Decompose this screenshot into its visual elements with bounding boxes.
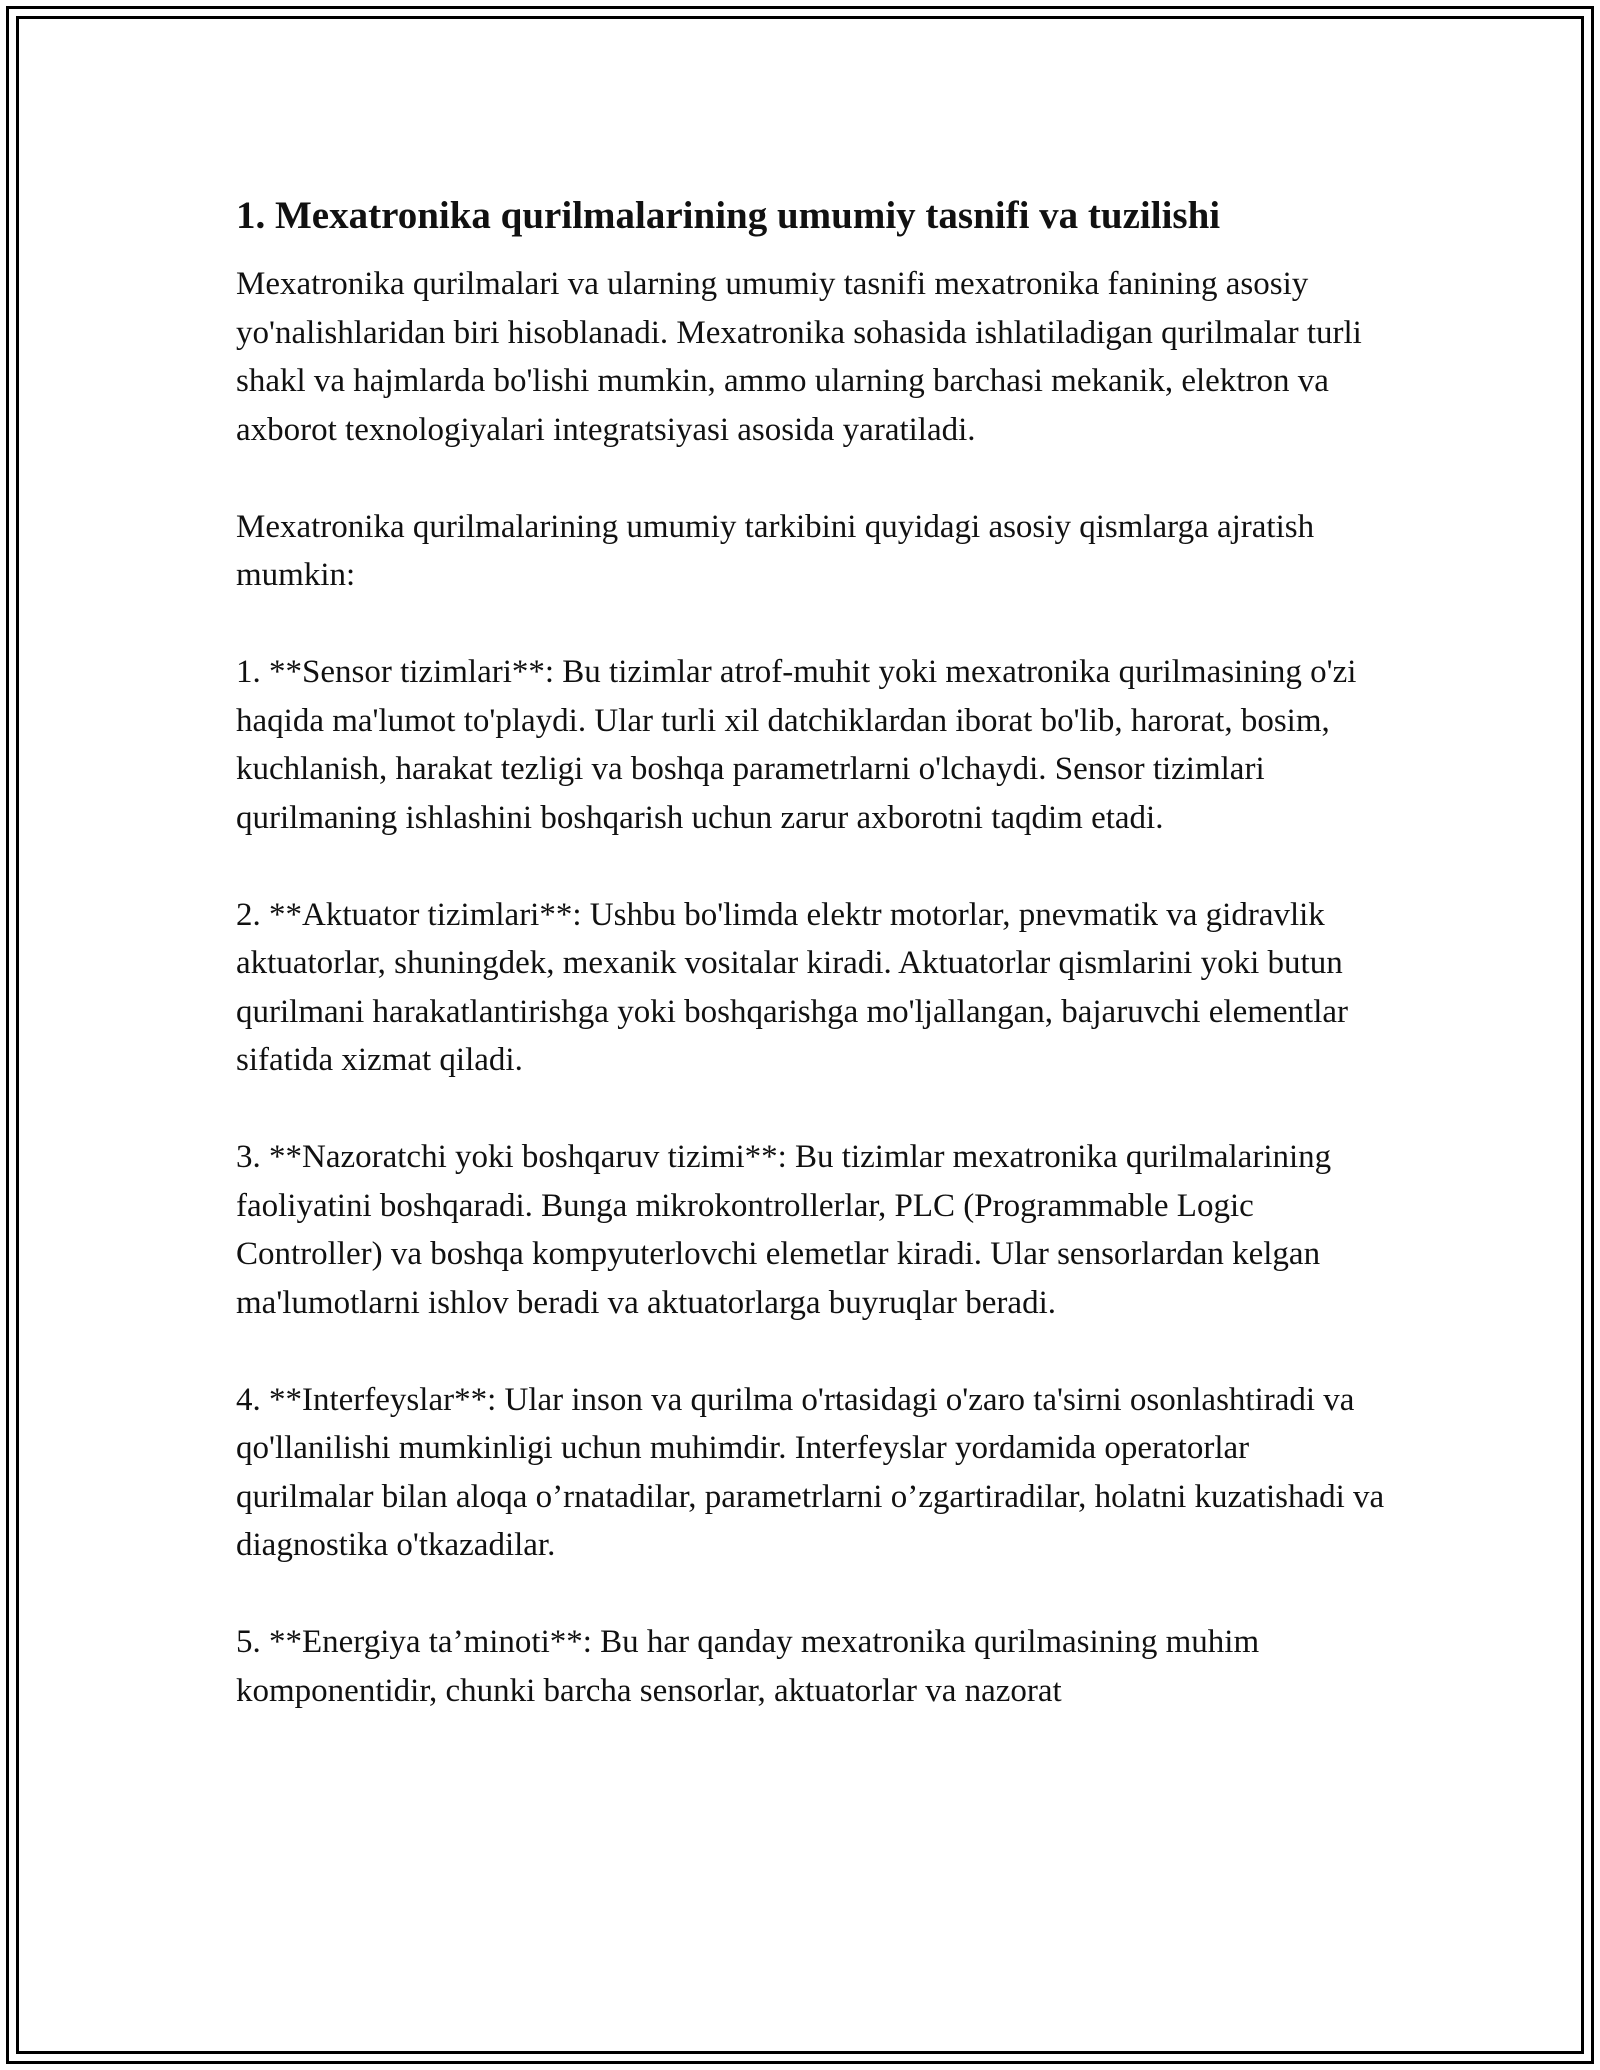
- list-item-interfaces: 4. **Interfeyslar**: Ular inson va qurilma o'rtasidagi o'zaro ta'sirni osonlashtiradi va qo'llanilishi mumkinligi uchun muhimdir. Interfeyslar yordamida operatorlar qurilmalar bilan aloqa o’rnatadilar, parametrlarni o’zgartiradilar, holatni kuzatishadi va diagnostika o'tkazadilar.: [236, 1381, 1393, 1563]
- list-item-sensor-systems: 1. **Sensor tizimlari**: Bu tizimlar atrof-muhit yoki mexatronika qurilmasining o'zi haqida ma'lumot to'playdi. Ular turli xil datchiklardan iborat bo'lib, harorat, bosim, kuchlanish, harakat tezligi va boshqa parametrlarni o'lchaydi. Sensor tizimlari qurilmaning ishlashini boshqarish uchun zarur axborotni taqdim etadi.: [236, 654, 1365, 836]
- list-item-actuator-systems: 2. **Aktuator tizimlari**: Ushbu bo'limda elektr motorlar, pnevmatik va gidravlik aktuatorlar, shuningdek, mexanik vositalar kiradi. Aktuatorlar qismlarini yoki butun qurilmani harakatlantirishga yoki boshqarishga mo'ljallangan, bajaruvchi elementlar sifatida xizmat qiladi.: [236, 896, 1357, 1078]
- structure-intro-paragraph: Mexatronika qurilmalarining umumiy tarkibini quyidagi asosiy qismlarga ajratish mumkin:: [236, 508, 1323, 593]
- intro-paragraph: Mexatronika qurilmalari va ularning umumiy tasnifi mexatronika fanining asosiy yo'nalishlaridan biri hisoblanadi. Mexatronika sohasida ishlatiladigan qurilmalar turli shakl va hajmlarda bo'lishi mumkin, ammo ularning barchasi mekanik, elektron va axborot texnologiyalari integratsiyasi asosida yaratiladi.: [236, 266, 1371, 448]
- list-item-energy-supply: 5. **Energiya ta’minoti**: Bu har qanday mexatronika qurilmasining muhim komponentidir, chunki barcha sensorlar, aktuatorlar va nazorat: [236, 1624, 1268, 1709]
- section-heading: 1. Mexatronika qurilmalarining umumiy tasnifi va tuzilishi: [236, 194, 1221, 237]
- list-item-controller-systems: 3. **Nazoratchi yoki boshqaruv tizimi**: Bu tizimlar mexatronika qurilmalarining faoliyatini boshqaradi. Bunga mikrokontrollerlar, PLC (Programmable Logic Controller) va boshqa kompyuterlovchi elemetlar kiradi. Ular sensorlardan kelgan ma'lumotlarni ishlov beradi va aktuatorlarga buyruqlar beradi.: [236, 1139, 1340, 1321]
- document-body: [236, 190, 1393, 1764]
